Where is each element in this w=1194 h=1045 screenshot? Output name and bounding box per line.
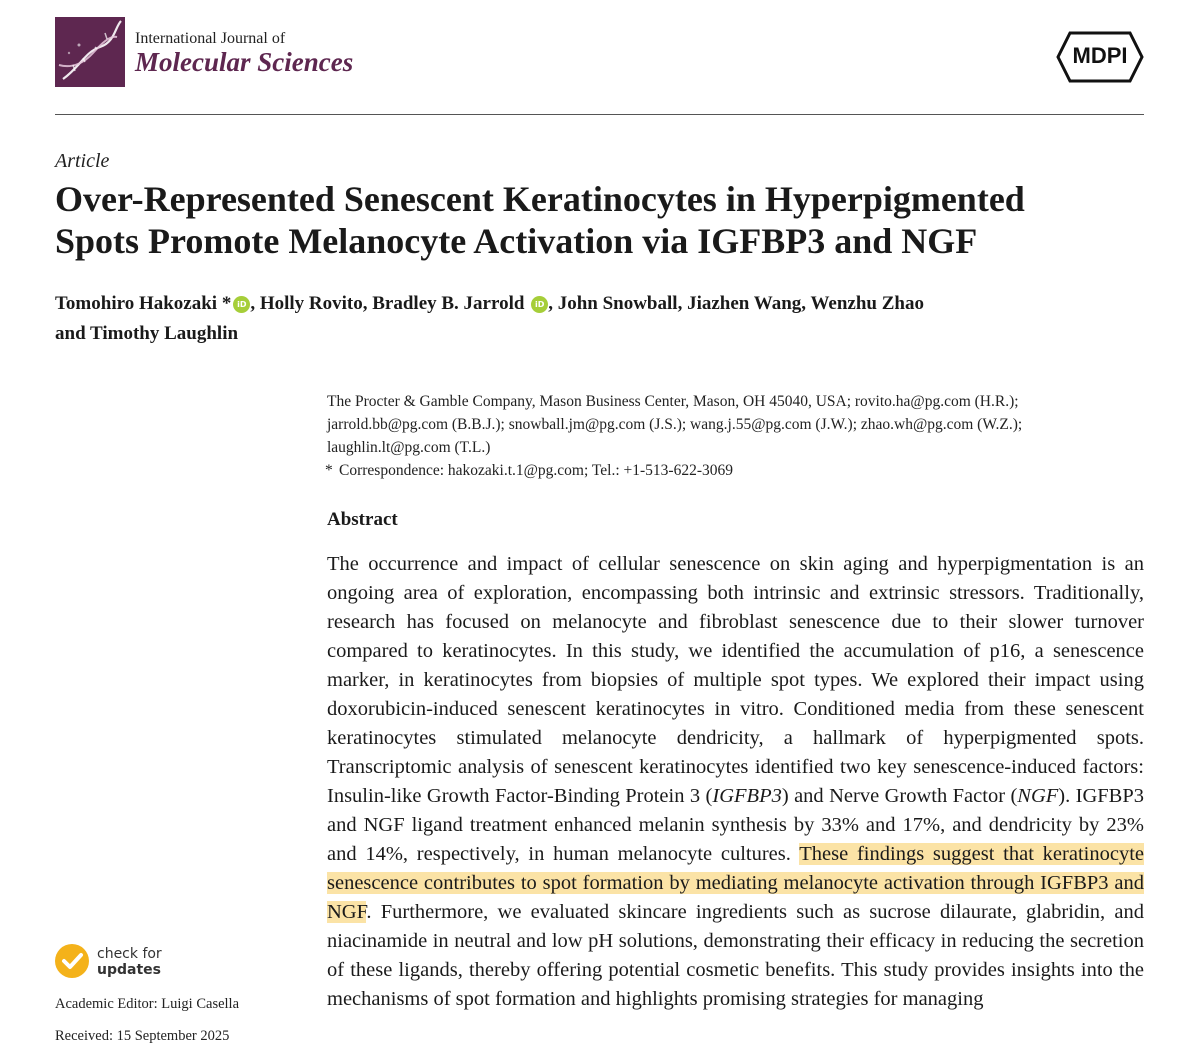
article-type: Article <box>55 150 110 172</box>
author-list: Tomohiro Hakozaki * iD , Holly Rovito, Bradley B. Jarrold iD , John Snowball, Jiazhen Wang, Wenzhu Zhao and Timothy Laughlin <box>55 293 924 344</box>
academic-editor: Academic Editor: Luigi Casella <box>55 996 240 1012</box>
journal-header <box>55 17 1144 89</box>
check-label: check for <box>97 946 162 962</box>
author[interactable]: John Snowball <box>557 293 678 314</box>
publisher-logo <box>1056 31 1144 83</box>
abstract-heading: Abstract <box>327 509 398 530</box>
author[interactable]: Jiazhen Wang <box>687 293 802 314</box>
author[interactable]: Holly Rovito <box>259 293 363 314</box>
author[interactable]: Tomohiro Hakozaki * <box>55 293 232 314</box>
journal-name-prefix: International Journal of <box>135 30 286 47</box>
affiliation-line: laughlin.lt@pg.com (T.L.) <box>327 439 491 456</box>
journal-name: Molecular Sciences <box>135 47 354 77</box>
journal-logo <box>55 17 125 87</box>
title-line-1: Over-Represented Senescent Keratinocytes in Hyperpigmented <box>55 179 1025 219</box>
check-for-updates-badge[interactable] <box>55 944 215 984</box>
publisher-name: MDPI <box>1072 43 1128 68</box>
affiliation-line: jarrold.bb@pg.com (B.B.J.); snowball.jm@pg.com (J.S.); wang.j.55@pg.com (J.W.); zhao.wh@pg.com (W.Z.); <box>327 416 1023 433</box>
author[interactable]: Wenzhu Zhao <box>810 293 924 314</box>
author[interactable]: Bradley B. Jarrold <box>372 293 525 314</box>
author[interactable]: and Timothy Laughlin <box>55 323 239 344</box>
header-divider <box>55 114 1144 115</box>
affiliation-line: The Procter & Gamble Company, Mason Business Center, Mason, OH 45040, USA; rovito.ha@pg.com (H.R.); <box>327 393 1019 410</box>
dna-helix-icon <box>55 17 125 87</box>
abstract-body: The occurrence and impact of cellular senescence on skin aging and hyperpigmentation is an ongoing area of exploration, encompassing both intrinsic and extrinsic stressors. Traditionally, research has focused on melanocyte and fibroblast senescence due to their slower turnover compared to keratinocytes. In this study, we identified the accumulation of p16, a senescence marker, in keratinocytes from biopsies of multiple spot types. We explored their impact using doxorubicin-induced senescent keratinocytes in vitro. Conditioned media from these senescent keratinocytes stimulated melanocyte dendricity, a hallmark of hyperpigmented spots. Transcriptomic analysis of senescent keratinocytes identified two key senescence-induced factors: Insulin-like Growth Factor-Binding Protein 3 (IGFBP3) and Nerve Growth Factor (NGF). IGFBP3 and NGF ligand treatment enhanced melanin synthesis by 33% and 17%, and dendricity by 23% and 14%, respectively, in human melanocyte cultures. These findings suggest that keratinocyte senescence contributes to spot formation by mediating melanocyte activation through IGFBP3 and NGF. Furthermore, we evaluated skincare ingredients such as sucrose dilaurate, glabridin, and niacinamide in neutral and low pH solutions, demonstrating their efficacy in reducing the secretion of these ligands, thereby offering potential cosmetic benefits. This study provides insights into the mechanisms of spot formation and highlights promising strategies for managing <box>327 553 1144 1010</box>
orcid-icon[interactable]: iD <box>233 296 250 313</box>
highlighted-text[interactable]: These findings suggest that keratinocyte senescence contributes to spot formation by mediating melanocyte activation through IGFBP3 and NGF <box>327 843 1144 923</box>
received-date: Received: 15 September 2025 <box>55 1028 230 1044</box>
article-title <box>55 178 1155 262</box>
orcid-icon[interactable]: iD <box>531 296 548 313</box>
correspondence: * Correspondence: hakozaki.t.1@pg.com; Tel.: +1-513-622-3069 <box>325 462 733 479</box>
title-line-2: Spots Promote Melanocyte Activation via IGFBP3 and NGF <box>55 221 978 261</box>
check-icon <box>55 944 89 978</box>
updates-label: updates <box>97 962 161 978</box>
affiliation <box>327 390 1137 482</box>
